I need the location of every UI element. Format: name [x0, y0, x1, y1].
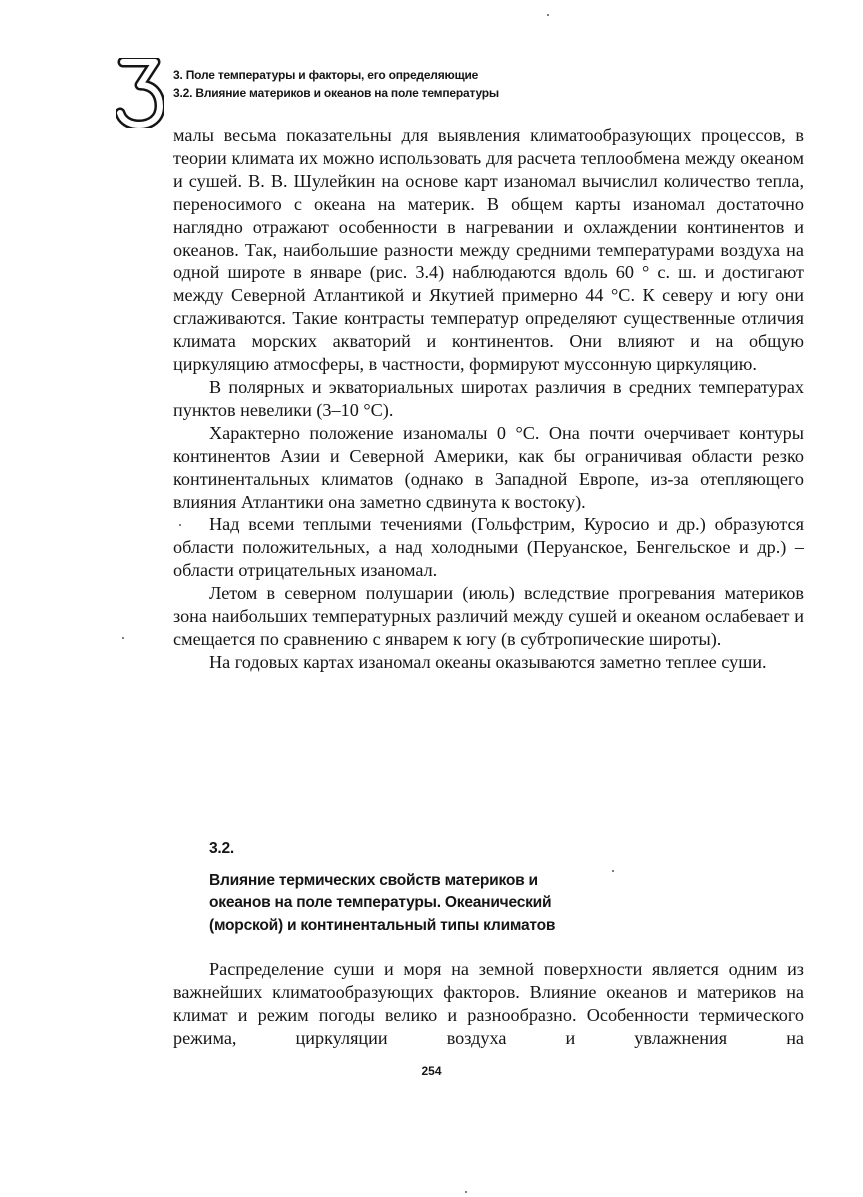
section-title-line: Влияние термических свойств материков и — [209, 871, 538, 889]
scan-speck — [179, 524, 181, 526]
scan-speck — [465, 1191, 467, 1193]
scan-speck — [122, 637, 124, 639]
section-heading — [209, 838, 649, 937]
paragraph: Характерно положение изаномалы 0 °С. Она почти очерчивает контуры континентов Азии и Северной Америки, как бы ограничивая области резко континентальных климатов (однако в Западной Европе, из-за отепляющего влияния Атлантики она заметно сдвинута к востоку). — [173, 422, 804, 512]
running-head-section: 3.2. Влияние материков и океанов на поле температуры — [173, 86, 499, 100]
chapter-number: 3 — [116, 58, 117, 59]
paragraph: На годовых картах изаномал океаны оказываются заметно теплее суши. — [209, 651, 767, 672]
page-number: 254 — [421, 1064, 442, 1078]
paragraph: малы весьма показательны для выявления климатообразующих процессов, в теории климата их можно использовать для расчета теплообмена между океаном и сушей. В. В. Шулейкин на основе карт изаномал вычислил количество тепла, переносимого с океана на материк. В общем карты изаномал достаточно наглядно отражают особенности в нагревании и охлаждении континентов и океанов. Так, наибольшие разности между средними температурами воздуха на одной широте в январе (рис. 3.4) наблюдаются вдоль 60 ° с. ш. и достигают между Северной Атлантикой и Якутией примерно 44 °С. К северу и югу они сглаживаются. Такие контрасты температур определяют существенные отличия климата морских акваторий и континентов. Они влияют и на общую циркуляцию атмосферы, в частности, формируют муссонную циркуляцию. — [173, 125, 804, 375]
paragraph: Распределение суши и моря на земной поверхности является одним из важнейших климатообразующих факторов. Влияние океанов и материков на климат и режим погоды велико и разнообразно. Особенности термического режима, циркуляции воздуха и увлажнения на — [173, 959, 804, 1048]
section-title-line: океанов на поле температуры. Океанический — [209, 894, 552, 911]
paragraph: Над всеми теплыми течениями (Гольфстрим, Куросио и др.) образуются области положительных, а над холодными (Перуанское, Бенгельское и др.) – области отрицательных изаномал. — [173, 514, 804, 581]
running-head — [173, 66, 499, 102]
body-text — [173, 124, 804, 674]
paragraph: В полярных и экваториальных широтах различия в средних температурах пунктов невелики (3–10 °С). — [173, 376, 804, 420]
section-number: 3.2. — [209, 840, 235, 857]
chapter-number-glyph — [116, 58, 164, 128]
section-title-line: (морской) и континентальный типы климатов — [209, 916, 556, 934]
paragraph: Летом в северном полушарии (июль) вследствие прогревания материков зона наибольших температурных различий между сушей и океаном ослабевает и смещается по сравнению с январем к югу (в субтропические широты). — [173, 583, 804, 649]
scan-speck — [547, 14, 549, 16]
running-head-chapter: 3. Поле температуры и факторы, его определяющие — [173, 68, 479, 82]
scan-speck — [612, 870, 614, 872]
section-body-text — [173, 958, 804, 1050]
